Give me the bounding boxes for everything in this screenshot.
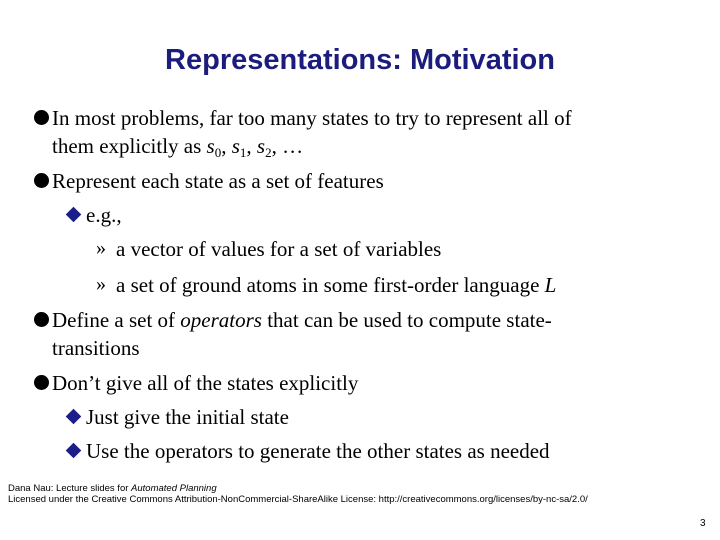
subscript: 1 <box>239 145 247 160</box>
bullet-dot <box>34 110 49 125</box>
state-var: s <box>256 134 266 158</box>
text: that can be used to compute state- <box>261 308 552 332</box>
language-symbol: L <box>544 273 557 297</box>
bullet-dot <box>34 375 49 390</box>
bullet-2-sub-1-a: a vector of values for a set of variables <box>116 237 442 261</box>
footer-line-2: Licensed under the Creative Commons Attribution-NonCommercial-ShareAlike License: http://creativecommons.org/licenses/by-nc-sa/2.0/ <box>8 494 588 505</box>
bullet-3-line-2: transitions <box>52 336 140 360</box>
book-title: Automated Planning <box>131 483 217 494</box>
bullet-1-line-2 <box>52 134 303 158</box>
bullet-2-sub-1: e.g., <box>86 203 122 227</box>
bullet-4-sub-2: Use the operators to generate the other states as needed <box>86 439 550 463</box>
text: Define a set of <box>52 308 181 332</box>
bullet-dot <box>34 173 49 188</box>
text: , <box>221 134 232 158</box>
diamond-bullet-icon <box>66 409 82 425</box>
slide-title: Representations: Motivation <box>165 44 555 76</box>
state-var: s <box>206 134 215 158</box>
page-number: 3 <box>700 518 706 529</box>
arrow-bullet: » <box>96 237 106 259</box>
state-var: s <box>231 134 240 158</box>
bullet-4: Don’t give all of the states explicitly <box>52 371 359 395</box>
text: , <box>246 134 257 158</box>
text: them explicitly as <box>52 134 207 158</box>
diamond-bullet-icon <box>66 207 82 223</box>
bullet-4-sub-1: Just give the initial state <box>86 405 289 429</box>
arrow-bullet: » <box>96 273 106 295</box>
bullet-2: Represent each state as a set of features <box>52 169 384 193</box>
subscript: 2 <box>265 145 272 160</box>
diamond-bullet-icon <box>66 443 82 459</box>
text: Dana Nau: Lecture slides for <box>8 483 132 494</box>
bullet-3-line-1 <box>52 308 552 332</box>
text: , … <box>271 134 304 158</box>
bullet-dot <box>34 312 49 327</box>
emphasis: operators <box>180 308 262 332</box>
footer <box>8 483 588 505</box>
footer-line-1 <box>8 483 588 494</box>
bullet-1-line-1: In most problems, far too many states to try to represent all of <box>52 106 572 130</box>
bullet-2-sub-1-b <box>116 273 556 297</box>
subscript: 0 <box>214 145 222 160</box>
text: a set of ground atoms in some first-order language <box>116 273 545 297</box>
